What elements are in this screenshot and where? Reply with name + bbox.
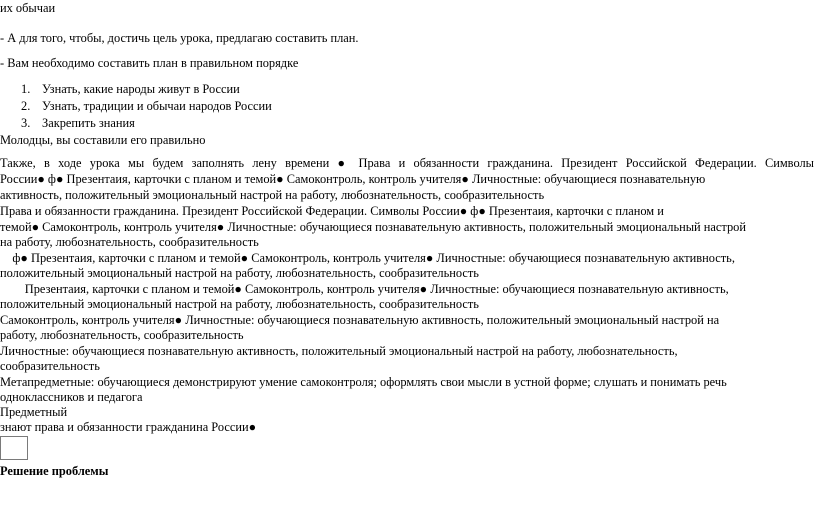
list-number: 1. [21,82,31,96]
body-line: Также, в ходе урока мы будем заполнять лену времени ● Права и обязанности гражданина. Президент Российской Федерации. Символы [0,156,814,170]
body-line: работу, любознательность, сообразительность [0,328,244,342]
body-line: ф● Презентаия, карточки с планом и темой● Самоконтроль, контроль учителя● Личностные: обучающиеся познавательную активность, [0,251,735,265]
body-line: Самоконтроль, контроль учителя● Личностные: обучающиеся познавательную активность, положительный эмоциональный настрой на [0,313,720,327]
empty-table-cell [0,436,28,460]
line-praise: Молодцы, вы составили его правильно [0,133,206,147]
body-line: одноклассников и педагога [0,390,143,404]
section-heading: Решение проблемы [0,464,109,478]
list-item-text: Узнать, традиции и обычаи народов России [42,99,272,113]
list-number: 2. [21,99,31,113]
body-line: Личностные: обучающиеся познавательную активность, положительный эмоциональный настрой на работу, любознательность, [0,344,678,358]
body-line: активность, положительный эмоциональный настрой на работу, любознательность, сообразительность [0,188,545,202]
body-line: Метапредметные: обучающиеся демонстрируют умение самоконтроля; оформлять свои мысли в устной форме; слушать и понимать речь [0,375,727,389]
body-line: сообразительность [0,359,100,373]
list-item-text: Закрепить знания [42,116,135,130]
body-line: на работу, любознательность, сообразительность [0,235,259,249]
line-plan-order: - Вам необходимо составить план в правильном порядке [0,56,299,70]
body-line: знают права и обязанности гражданина России● [0,420,257,434]
body-line: положительный эмоциональный настрой на работу, любознательность, сообразительность [0,297,479,311]
body-line: Презентаия, карточки с планом и темой● Самоконтроль, контроль учителя● Личностные: обучающиеся познавательную активность, [0,282,729,296]
line-plan-intro: - А для того, чтобы, достичь цель урока, предлагаю составить план. [0,31,359,45]
line-customs: их обычаи [0,1,56,15]
list-number: 3. [21,116,31,130]
body-line: Предметный [0,405,68,419]
body-line: России● ф● Презентаия, карточки с планом и темой● Самоконтроль, контроль учителя● Личностные: обучающиеся познавательную [0,172,706,186]
body-line: положительный эмоциональный настрой на работу, любознательность, сообразительность [0,266,479,280]
body-line: темой● Самоконтроль, контроль учителя● Личностные: обучающиеся познавательную активность, положительный эмоциональный настрой [0,220,747,234]
body-line: Права и обязанности гражданина. Президент Российской Федерации. Символы России● ф● Презентаия, карточки с планом и [0,204,664,218]
list-item-text: Узнать, какие народы живут в России [42,82,240,96]
